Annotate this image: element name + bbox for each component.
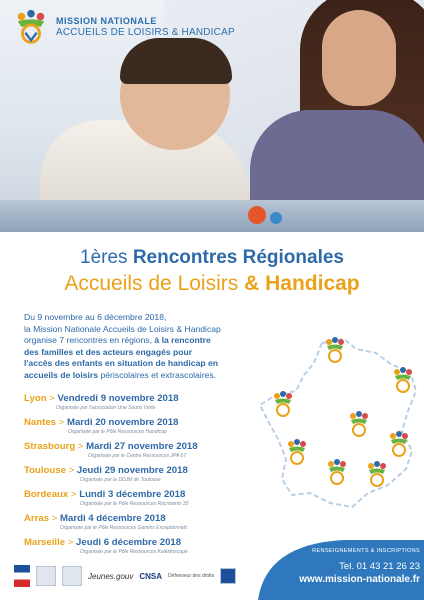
event-separator: > <box>49 393 55 404</box>
event-item <box>24 393 264 411</box>
republique-francaise-logo <box>14 565 30 587</box>
event-city: Strasbourg <box>24 441 76 452</box>
footer-website-link[interactable]: www.mission-nationale.fr <box>299 574 420 585</box>
event-organizer: Organisée par la DDJM de Toulouse <box>80 477 161 483</box>
subheadline-amp: & <box>244 272 260 295</box>
event-separator: > <box>51 513 58 524</box>
intro-text1: Du 9 novembre au 6 décembre 2018, <box>24 312 167 322</box>
event-date: Jeudi 29 novembre 2018 <box>76 465 188 476</box>
event-organizer: Organisée par l'association Une Souris Verte <box>56 405 156 411</box>
event-city: Toulouse <box>24 465 66 476</box>
toy-bead <box>248 206 266 224</box>
toy-bead <box>270 212 282 224</box>
intro-bold1: à la rencontre <box>154 335 211 346</box>
intro-text3: organise 7 rencontres en régions, <box>24 335 153 346</box>
mascot-icon <box>328 459 346 484</box>
event-separator: > <box>70 489 77 500</box>
event-item <box>24 441 264 459</box>
event-item <box>24 417 264 435</box>
logo-line2: ACCUEILS DE LOISIRS & HANDICAP <box>56 26 235 38</box>
partner-logos <box>14 562 244 590</box>
event-date: Mardi 20 novembre 2018 <box>66 417 179 428</box>
event-item <box>24 465 264 483</box>
caf-logo <box>62 566 82 586</box>
event-separator: > <box>77 441 84 452</box>
intro-text4: périscolaires et extrascolaires. <box>100 369 217 380</box>
event-date: Mardi 27 novembre 2018 <box>86 441 198 452</box>
event-city: Lyon <box>24 393 47 404</box>
france-outline <box>260 339 416 507</box>
jeunes-gouv-logo: Jeunes.gouv <box>88 571 134 581</box>
mascot-icon <box>390 431 408 456</box>
event-separator: > <box>67 537 74 548</box>
ministry-logo <box>36 566 56 586</box>
mascot-icon <box>394 367 412 392</box>
mission-logo <box>12 8 235 46</box>
cnsa-logo: CNSA <box>139 571 163 581</box>
woman-face <box>322 10 396 106</box>
mission-logo-icon <box>12 8 50 46</box>
event-city: Marseille <box>24 537 66 548</box>
mascot-icon <box>326 337 344 362</box>
event-date: Vendredi 9 novembre 2018 <box>57 393 179 404</box>
event-item <box>24 537 264 555</box>
headline <box>0 247 424 269</box>
event-organizer: Organisée par le Pôle Ressources Handicap <box>68 429 167 435</box>
event-organizer: Organisée par le Pôle Ressources Récréamix 33 <box>80 501 189 507</box>
mascot-icon <box>350 411 368 436</box>
defenseur-des-droits-logo: Défenseur des droits <box>168 573 215 579</box>
headline-prefix: 1ères <box>80 247 128 268</box>
event-item <box>24 489 264 507</box>
partner-badge-icon <box>220 568 236 584</box>
subheadline-part1: Accueils de Loisirs <box>64 272 239 295</box>
event-date: Jeudi 6 décembre 2018 <box>76 537 182 548</box>
event-date: Lundi 3 décembre 2018 <box>79 489 186 500</box>
intro-bold4: accueils de loisirs <box>24 369 99 380</box>
event-city: Arras <box>24 513 50 524</box>
event-item <box>24 513 264 531</box>
event-separator: > <box>68 465 75 476</box>
france-map <box>252 335 424 515</box>
footer-phone[interactable]: Tel. 01 43 21 26 23 <box>339 561 420 572</box>
events-list <box>24 393 264 561</box>
event-separator: > <box>58 417 65 428</box>
intro-bold2: des familles et des acteurs engagés pour <box>24 346 193 357</box>
event-city: Nantes <box>24 417 56 428</box>
play-table <box>0 200 424 232</box>
logo-line1: MISSION NATIONALE <box>56 15 157 26</box>
event-organizer: Organisée par le Centre Ressources JPA 67 <box>88 453 187 459</box>
intro-bold3: l'accès des enfants en situation de handicap en <box>24 358 219 369</box>
event-organizer: Organisée par le Pôle Ressources Kaléidoscope <box>80 549 188 555</box>
mascot-icon <box>368 461 386 486</box>
subheadline-part2: Handicap <box>265 272 360 295</box>
subheadline <box>0 272 424 296</box>
event-city: Bordeaux <box>24 489 69 500</box>
mascot-icon <box>274 391 292 416</box>
headline-bold: Rencontres Régionales <box>132 247 344 268</box>
event-organizer: Organisée par le Pôle Ressources Gamins Exceptionnels <box>60 525 188 531</box>
hero-photo <box>0 0 424 232</box>
mascot-icon <box>288 439 306 464</box>
event-date: Mardi 4 décembre 2018 <box>60 513 166 524</box>
intro-text2: la Mission Nationale Accueils de Loisirs & Handicap <box>24 323 221 334</box>
footer-info-label: RENSEIGNEMENTS & INSCRIPTIONS <box>312 548 420 554</box>
